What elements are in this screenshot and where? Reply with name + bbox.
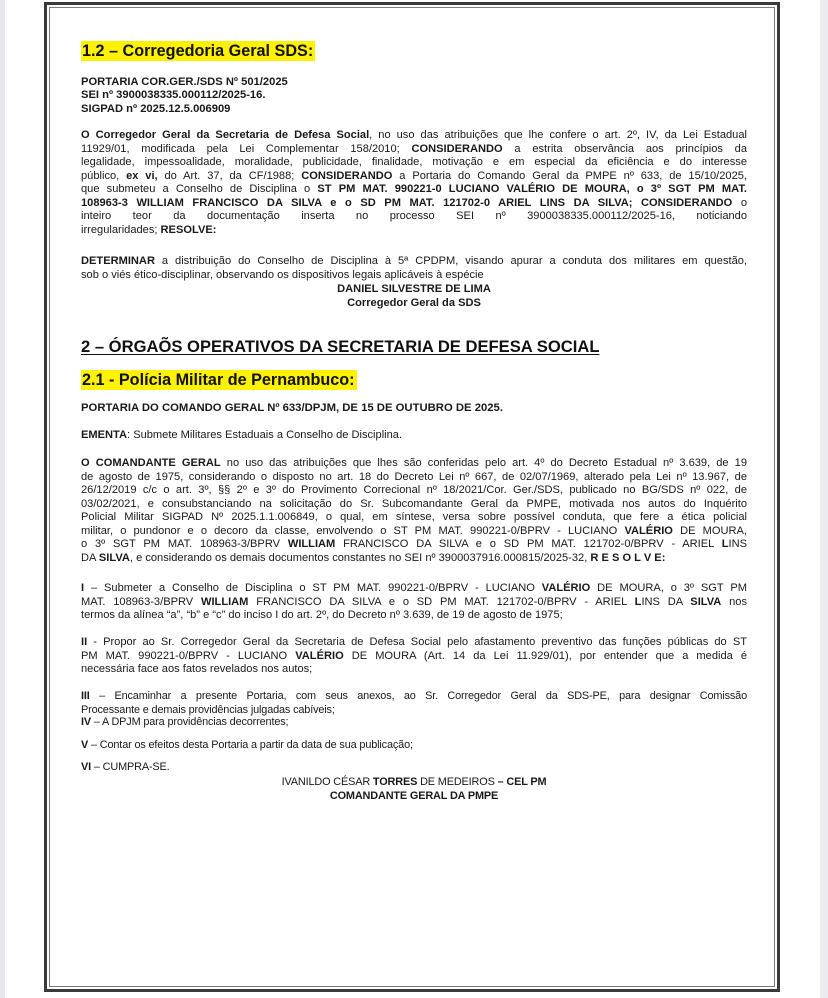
- text-run: – CUMPRA-SE.: [91, 761, 170, 773]
- bold-run: – CEL PM: [497, 776, 547, 788]
- text-line: [81, 224, 747, 238]
- portaria-501-sei: SEI nº 3900038335.000112/2025-16.: [81, 89, 266, 102]
- text-run: DE MOURA (Art. 14 da Lei 11.929/01), por entender que a medida é: [343, 649, 747, 662]
- text-run: DE MEDEIROS: [417, 776, 498, 788]
- text-line: [81, 690, 747, 704]
- item-numeral: I: [81, 582, 85, 594]
- text-line: [81, 183, 747, 197]
- text-line: [81, 457, 747, 471]
- bold-run: TORRES: [372, 776, 418, 788]
- text-run: IVANILDO CÉSAR: [281, 776, 373, 788]
- text-run: INS: [728, 538, 747, 551]
- text-run: nos: [721, 595, 747, 608]
- bold-run: O Corregedor Geral da Secretaria de Defesa Social: [81, 129, 370, 141]
- text-run: a Portaria do Comando Geral da PMPE nº 633, de 15/10/2025,: [392, 169, 748, 182]
- resolve-item-iii: [81, 690, 747, 717]
- item-numeral: IV: [81, 716, 91, 728]
- bold-run: L: [721, 538, 729, 551]
- portaria-501-sigpad: SIGPAD nº 2025.12.5.006909: [81, 102, 231, 115]
- text-run: - Propor ao Sr. Corregedor Geral da Secretaria de Defesa Social pelo afastamento preventivo das funções públicas do ST: [87, 636, 747, 648]
- text-line: [81, 129, 747, 143]
- text-run: 26/12/2019 c/c o art. 3º, §§ 2º e 3º do Provimento Correcional nº 18/2021/Cor. Ger./SDS, publicado no BG/SDS nº 022, de: [81, 484, 747, 497]
- section-2-heading-row: [81, 337, 747, 357]
- text-line: [81, 471, 747, 485]
- bold-run: 108963-3 WILLIAM FRANCISCO DA SILVA e o SD PM MAT. 121702-0 ARIEL LINS DA SILVA; CONSIDERANDO: [81, 196, 733, 209]
- bold-run: ex vi,: [126, 169, 158, 182]
- text-run: DE MOURA,: [672, 524, 748, 537]
- text-run: – A DPJM para providências decorrentes;: [91, 716, 289, 728]
- comandante-paragraph: [81, 457, 747, 565]
- text-line: [81, 210, 747, 224]
- scan-edge-left: [0, 0, 5, 998]
- text-run: 03/02/2021, e consubstanciando na solicitação do Sr. Subcomandante Geral da PMPE, motivada nos autos do Inquérito: [81, 497, 747, 510]
- bold-run: CONSIDERANDO: [301, 169, 393, 182]
- text-run: no uso das atribuições que lhes são conferidas pelo art. 4º do Decreto Estadual nº 3.639, de 19: [220, 457, 747, 469]
- comandante-signature: [81, 775, 747, 803]
- bold-run: L: [634, 595, 642, 608]
- text-line: [81, 484, 747, 498]
- comandante-signatory-name: [81, 775, 747, 789]
- text-line: [81, 552, 747, 566]
- text-run: FRANCISCO DA SILVA e o SD PM MAT. 121702-0/BPRV - ARIEL: [335, 538, 722, 551]
- text-run: a distribuição do Conselho de Disciplina à 5ª CPDPM, visando apurar a conduta dos militares em questão,: [154, 255, 747, 267]
- text-run: militar, o pundonor e o decoro da classe, envolvendo o ST PM MAT. 990221-0/BPRV - LUCIANO: [81, 524, 625, 537]
- section-2-heading: 2 – ÓRGAÕS OPERATIVOS DA SECRETARIA DE DEFESA SOCIAL: [81, 337, 600, 356]
- text-line: [81, 716, 747, 730]
- comandante-signatory-title: COMANDANTE GERAL DA PMPE: [329, 790, 499, 802]
- section-1-2-heading: 1.2 – Corregedoria Geral SDS:: [82, 42, 314, 60]
- text-line: [81, 156, 747, 170]
- bold-run: VALÉRIO: [541, 582, 591, 594]
- text-run: sob o viés ético-disciplinar, observando os dispositivos legais aplicáveis à espécie: [81, 268, 484, 281]
- text-run: – Submeter a Conselho de Disciplina o ST PM MAT. 990221-0/BPRV - LUCIANO: [84, 582, 542, 594]
- corregedor-signatory-name: DANIEL SILVESTRE DE LIMA: [337, 283, 491, 295]
- bold-run: ST PM MAT. 990221-0 LUCIANO VALÉRIO DE MOURA, o 3º SGT PM MAT.: [317, 183, 747, 196]
- bold-run: WILLIAM: [200, 595, 249, 608]
- text-run: , e considerando os demais documentos constantes no SEI nº 3900037916.000815/2025-32,: [129, 551, 591, 564]
- text-line: [81, 663, 747, 677]
- text-run: INS DA: [641, 595, 691, 608]
- text-run: Processante e demais providências julgadas cabíveis;: [81, 703, 335, 716]
- text-line: [81, 739, 747, 753]
- bold-run: RESOLVE:: [160, 223, 217, 236]
- text-line: [81, 197, 747, 211]
- ementa-label: EMENTA: [81, 429, 128, 441]
- corregedor-paragraph: [81, 129, 747, 237]
- text-run: , no uso das atribuições que lhe confere o art. 2º, IV, da Lei Estadual: [369, 129, 747, 141]
- scan-edge-right: [820, 0, 828, 998]
- text-run: legalidade, impessoalidade, moralidade, publicidade, finalidade, motivação e em especial da eficiência e do interesse: [81, 156, 747, 169]
- ementa: [81, 429, 747, 443]
- resolve-item-v: [81, 739, 747, 753]
- item-numeral: V: [81, 739, 89, 751]
- resolve-item-vi: [81, 761, 747, 775]
- text-line: [81, 636, 747, 650]
- text-run: – Encaminhar a presente Portaria, com seus anexos, ao Sr. Corregedor Geral da SDS-PE, para designar Comissão: [89, 690, 747, 702]
- text-run: irregularidades;: [81, 223, 161, 236]
- text-run: necessária face aos fatos revelados nos autos;: [81, 663, 313, 676]
- bold-run: SILVA: [98, 551, 130, 564]
- resolve-item-ii: [81, 636, 747, 677]
- text-line: [81, 596, 747, 610]
- item-numeral: II: [81, 636, 88, 648]
- section-2-1-heading-row: [81, 370, 747, 390]
- text-run: a estrita observância aos princípios da: [502, 142, 747, 155]
- text-run: PM MAT. 990221-0/BPRV - LUCIANO: [81, 649, 296, 662]
- text-run: termos da alínea “a”, “b” e “c” do inciso I do art. 2º, do Decreto nº 3.639, de 19 de agosto de 1975;: [81, 609, 563, 622]
- portaria-633-title: PORTARIA DO COMANDO GERAL Nº 633/DPJM, DE 15 DE OUTUBRO DE 2025.: [81, 402, 503, 414]
- bold-run: VALÉRIO: [624, 524, 673, 537]
- text-line: [81, 650, 747, 664]
- bold-run: VALÉRIO: [295, 649, 344, 662]
- portaria-501-number: PORTARIA COR.GER./SDS Nº 501/2025: [81, 76, 288, 88]
- text-run: Policial Militar SIGPAD Nº 2025.1.1.006849, o qual, em síntese, versa sobre possível conduta, que fere a ética policial: [81, 511, 747, 524]
- text-line: [81, 511, 747, 525]
- text-line: [81, 170, 747, 184]
- bold-run: WILLIAM: [287, 538, 336, 551]
- resolve-item-iv: [81, 716, 747, 730]
- resolve-item-i: [81, 582, 747, 623]
- text-run: DA: [81, 551, 99, 564]
- text-run: FRANCISCO DA SILVA e o SD PM MAT. 121702-0/BPRV - ARIEL: [248, 595, 635, 608]
- bold-run: O COMANDANTE GERAL: [81, 457, 221, 469]
- portaria-501-refs: [81, 76, 747, 116]
- text-line: [81, 498, 747, 512]
- text-run: o: [732, 196, 747, 209]
- text-run: que submeteu a Conselho de Disciplina o: [81, 183, 318, 196]
- text-run: do Art. 37, da CF/1988;: [157, 169, 302, 182]
- section-2-1-heading: 2.1 - Polícia Militar de Pernambuco:: [82, 371, 355, 389]
- section-1-2-heading-row: [81, 41, 747, 61]
- text-run: público,: [81, 169, 127, 182]
- text-line: [81, 269, 747, 283]
- bold-run: CONSIDERANDO: [411, 142, 503, 155]
- item-numeral: III: [81, 690, 90, 702]
- determinar-paragraph: [81, 255, 747, 282]
- text-run: MAT. 108963-3/BPRV: [81, 595, 201, 608]
- text-run: – Contar os efeitos desta Portaria a partir da data de sua publicação;: [88, 739, 413, 751]
- text-run: o 3º SGT PM MAT. 108963-3/BPRV: [81, 538, 288, 551]
- bold-run: SILVA: [690, 595, 722, 608]
- text-line: [81, 761, 747, 775]
- text-run: inteiro teor da documentação inserta no processo SEI nº 3900038335.000112/2025-16, noticiando: [81, 210, 747, 223]
- ementa-text: : Submete Militares Estaduais a Conselho de Disciplina.: [127, 429, 403, 441]
- text-line: [81, 538, 747, 552]
- corregedor-signature: [81, 282, 747, 310]
- text-run: 11929/01, modificada pela Lei Complementar 158/2010;: [81, 142, 412, 155]
- text-line: [81, 255, 747, 269]
- text-line: [81, 525, 747, 539]
- item-numeral: VI: [81, 761, 91, 773]
- text-line: [81, 609, 747, 623]
- text-line: [81, 582, 747, 596]
- text-line: [81, 143, 747, 157]
- text-run: DE MOURA, o 3º SGT PM: [590, 582, 747, 594]
- bold-run: DETERMINAR: [81, 255, 155, 267]
- corregedor-signatory-title: Corregedor Geral da SDS: [347, 297, 481, 309]
- bold-run: R E S O L V E:: [590, 551, 666, 564]
- text-run: de agosto de 1975, considerando o disposto no art. 18 do Decreto Lei nº 667, de 02/07/1969, alterado pela Lei nº 13.967, de: [81, 470, 747, 483]
